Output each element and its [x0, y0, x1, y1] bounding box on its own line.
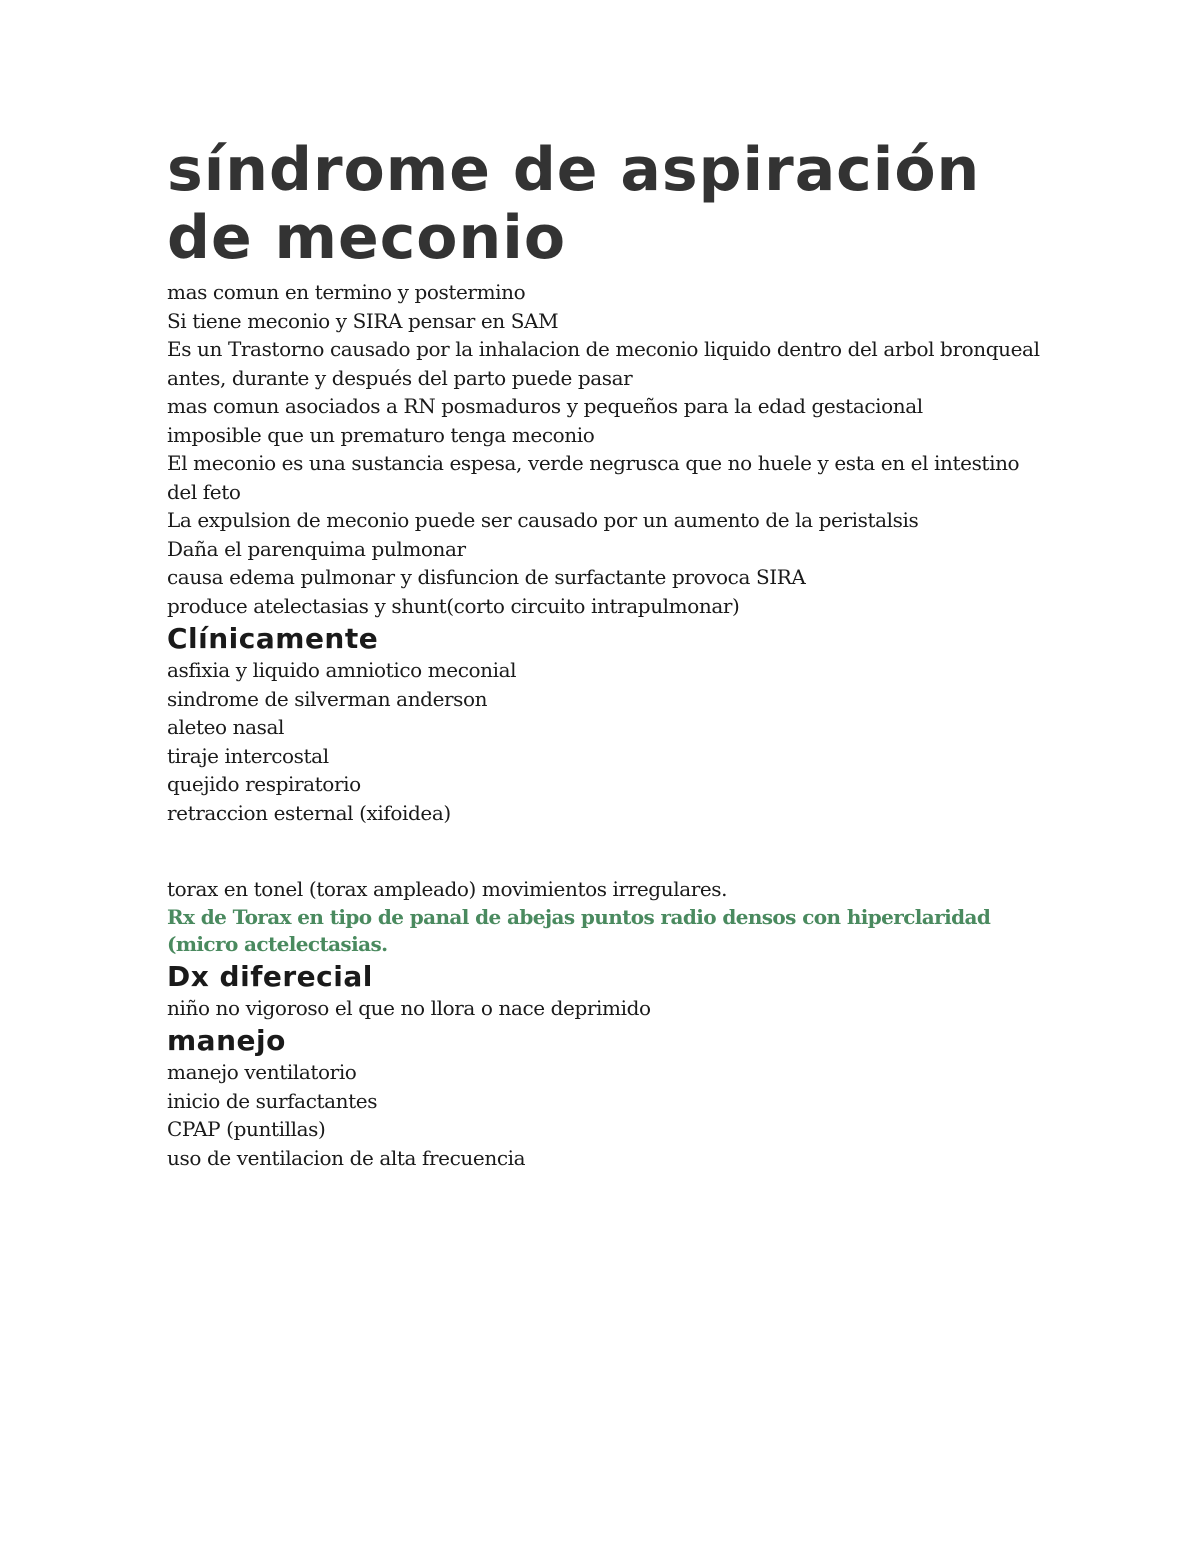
blank-gap [167, 827, 1047, 875]
intro-line: antes, durante y después del parto puede pasar [167, 365, 633, 390]
document-page [167, 136, 1047, 1172]
rx-highlight-text: Rx de Torax en tipo de panal de abejas puntos radio densos con hiperclaridad (micro actelectasias. [167, 904, 991, 956]
intro-line: Daña el parenquima pulmonar [167, 536, 466, 561]
dx-section [167, 960, 1047, 1023]
clinicamente-item: aleteo nasal [167, 715, 285, 739]
manejo-section [167, 1024, 1047, 1172]
manejo-item: inicio de surfactantes [167, 1088, 378, 1113]
manejo-item: CPAP (puntillas) [167, 1117, 326, 1141]
intro-line: causa edema pulmonar y disfuncion de surfactante provoca SIRA [167, 565, 806, 589]
manejo-item: uso de ventilacion de alta frecuencia [167, 1145, 526, 1170]
intro-line: El meconio es una sustancia espesa, verde negrusca que no huele y esta en el intestino del feto [167, 451, 1020, 504]
clinicamente-item: torax en tonel (torax ampleado) movimientos irregulares. [167, 877, 728, 901]
document-title: síndrome de aspiración de meconio [167, 135, 981, 273]
clinicamente-heading: Clínicamente [167, 622, 379, 655]
clinicamente-item: asfixia y liquido amniotico meconial [167, 658, 517, 682]
intro-line: imposible que un prematuro tenga meconio [167, 422, 595, 447]
clinicamente-item: sindrome de silverman anderson [167, 686, 488, 711]
intro-line: Si tiene meconio y SIRA pensar en SAM [167, 308, 559, 333]
intro-line: Es un Trastorno causado por la inhalacion de meconio liquido dentro del arbol bronqueal [167, 337, 1040, 361]
dx-heading: Dx diferecial [167, 959, 373, 993]
clinicamente-item: quejido respiratorio [167, 772, 361, 796]
manejo-heading: manejo [167, 1024, 286, 1057]
intro-line: La expulsion de meconio puede ser causado por un aumento de la peristalsis [167, 508, 919, 532]
dx-item: niño no vigoroso el que no llora o nace deprimido [167, 995, 651, 1020]
intro-line: mas comun asociados a RN posmaduros y pequeños para la edad gestacional [167, 394, 923, 418]
clinicamente-section [167, 622, 1047, 958]
clinicamente-item: tiraje intercostal [167, 743, 329, 768]
intro-line: mas comun en termino y postermino [167, 280, 526, 304]
intro-section [167, 278, 1047, 620]
clinicamente-item: retraccion esternal (xifoidea) [167, 800, 451, 825]
intro-line: produce atelectasias y shunt(corto circuito intrapulmonar) [167, 593, 740, 618]
manejo-item: manejo ventilatorio [167, 1060, 357, 1084]
